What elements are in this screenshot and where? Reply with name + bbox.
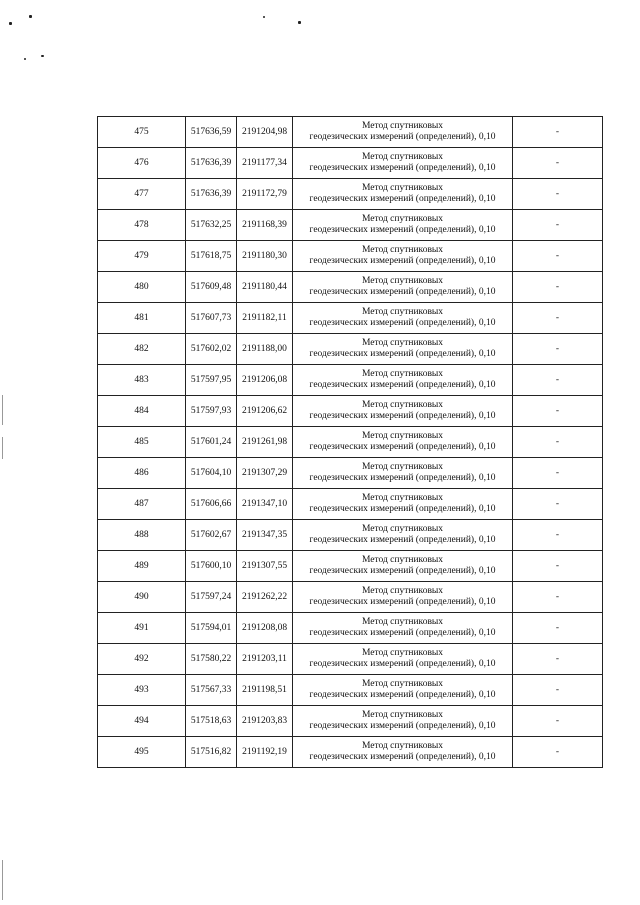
- table-row: [98, 148, 603, 179]
- x-coordinate-cell: [186, 303, 237, 334]
- x-coordinate: 517606,66: [190, 498, 232, 509]
- y-coordinate-cell: [237, 179, 293, 210]
- x-coordinate-cell: [186, 179, 237, 210]
- description-value: -: [555, 188, 560, 199]
- y-coordinate: 2191206,08: [241, 374, 288, 385]
- scan-speck: [29, 15, 32, 18]
- description-value: -: [555, 591, 560, 602]
- y-coordinate-cell: [237, 303, 293, 334]
- table-row: [98, 737, 603, 768]
- description-cell: [513, 117, 603, 148]
- scan-speck: [9, 22, 12, 25]
- x-coordinate-cell: [186, 210, 237, 241]
- point-number-cell: [98, 334, 186, 365]
- y-coordinate: 2191203,83: [241, 715, 288, 726]
- point-number-cell: [98, 365, 186, 396]
- description-value: -: [555, 715, 560, 726]
- y-coordinate: 2191180,44: [242, 281, 287, 292]
- method-line-2: геодезических измерений (определений), 0,10: [309, 690, 496, 700]
- x-coordinate-cell: [186, 489, 237, 520]
- method-line-1: Метод спутниковых: [361, 617, 444, 627]
- scan-speck: [41, 55, 44, 57]
- method-cell: [293, 241, 513, 272]
- point-number: 489: [134, 560, 149, 571]
- y-coordinate-cell: [237, 737, 293, 768]
- method-line-1: Метод спутниковых: [361, 369, 444, 379]
- x-coordinate: 517607,73: [190, 312, 232, 323]
- point-number: 494: [134, 715, 149, 726]
- description-value: -: [555, 126, 560, 137]
- method-cell: [293, 644, 513, 675]
- scan-speck: [24, 58, 26, 60]
- point-number: 475: [134, 126, 149, 137]
- x-coordinate: 517580,22: [190, 653, 232, 664]
- method-line-2: геодезических измерений (определений), 0,10: [309, 597, 496, 607]
- method-cell: [293, 179, 513, 210]
- description-value: -: [555, 312, 560, 323]
- y-coordinate-cell: [237, 365, 293, 396]
- scan-speck: [263, 16, 265, 18]
- table-row: [98, 303, 603, 334]
- description-cell: [513, 272, 603, 303]
- method-line-2: геодезических измерений (определений), 0,10: [309, 287, 496, 297]
- y-coordinate: 2191261,98: [241, 436, 288, 447]
- method-cell: [293, 737, 513, 768]
- description-cell: [513, 737, 603, 768]
- point-number: 491: [134, 622, 149, 633]
- method-line-2: геодезических измерений (определений), 0,10: [309, 721, 496, 731]
- point-number-cell: [98, 241, 186, 272]
- x-coordinate-cell: [186, 520, 237, 551]
- description-cell: [513, 148, 603, 179]
- coordinates-table-body: [98, 117, 603, 768]
- y-coordinate-cell: [237, 117, 293, 148]
- point-number-cell: [98, 458, 186, 489]
- description-value: -: [555, 653, 560, 664]
- y-coordinate: 2191208,08: [241, 622, 288, 633]
- y-coordinate: 2191177,34: [242, 157, 287, 168]
- x-coordinate: 517567,33: [190, 684, 232, 695]
- method-line-2: геодезических измерений (определений), 0,10: [309, 318, 496, 328]
- table-row: [98, 644, 603, 675]
- table-row: [98, 365, 603, 396]
- table-row: [98, 396, 603, 427]
- y-coordinate-cell: [237, 613, 293, 644]
- method-line-2: геодезических измерений (определений), 0,10: [309, 442, 496, 452]
- table-row: [98, 334, 603, 365]
- x-coordinate-cell: [186, 582, 237, 613]
- method-cell: [293, 489, 513, 520]
- method-line-2: геодезических измерений (определений), 0,10: [309, 752, 496, 762]
- point-number: 485: [134, 436, 149, 447]
- method-line-2: геодезических измерений (определений), 0,10: [309, 349, 496, 359]
- point-number: 487: [134, 498, 149, 509]
- method-line-2: геодезических измерений (определений), 0,10: [309, 225, 496, 235]
- point-number: 481: [134, 312, 149, 323]
- point-number: 479: [134, 250, 149, 261]
- point-number-cell: [98, 272, 186, 303]
- y-coordinate-cell: [237, 551, 293, 582]
- description-value: -: [555, 157, 560, 168]
- x-coordinate-cell: [186, 458, 237, 489]
- method-line-2: геодезических измерений (определений), 0,10: [309, 411, 496, 421]
- y-coordinate: 2191204,98: [241, 126, 288, 137]
- page-edge-mark: [2, 395, 3, 425]
- page-edge-mark: [2, 860, 3, 900]
- y-coordinate: 2191206,62: [241, 405, 288, 416]
- point-number: 478: [134, 219, 149, 230]
- x-coordinate: 517597,95: [190, 374, 232, 385]
- method-cell: [293, 148, 513, 179]
- description-value: -: [555, 405, 560, 416]
- x-coordinate: 517618,75: [190, 250, 232, 261]
- x-coordinate-cell: [186, 365, 237, 396]
- description-cell: [513, 241, 603, 272]
- description-cell: [513, 582, 603, 613]
- description-value: -: [555, 436, 560, 447]
- table-row: [98, 582, 603, 613]
- point-number-cell: [98, 148, 186, 179]
- method-line-1: Метод спутниковых: [361, 493, 444, 503]
- method-line-1: Метод спутниковых: [361, 462, 444, 472]
- description-cell: [513, 427, 603, 458]
- y-coordinate-cell: [237, 675, 293, 706]
- description-value: -: [555, 746, 560, 757]
- y-coordinate: 2191203,11: [242, 653, 287, 664]
- x-coordinate: 517636,39: [190, 157, 232, 168]
- description-cell: [513, 551, 603, 582]
- method-line-2: геодезических измерений (определений), 0,10: [309, 659, 496, 669]
- y-coordinate: 2191307,29: [241, 467, 288, 478]
- method-cell: [293, 675, 513, 706]
- point-number: 492: [134, 653, 149, 664]
- method-line-2: геодезических измерений (определений), 0,10: [309, 380, 496, 390]
- y-coordinate: 2191198,51: [242, 684, 287, 695]
- point-number-cell: [98, 706, 186, 737]
- method-line-1: Метод спутниковых: [361, 152, 444, 162]
- y-coordinate-cell: [237, 241, 293, 272]
- method-cell: [293, 458, 513, 489]
- point-number-cell: [98, 210, 186, 241]
- point-number: 484: [134, 405, 149, 416]
- y-coordinate: 2191180,30: [242, 250, 287, 261]
- x-coordinate-cell: [186, 551, 237, 582]
- method-cell: [293, 613, 513, 644]
- scan-speck: [298, 21, 301, 24]
- point-number-cell: [98, 396, 186, 427]
- method-line-2: геодезических измерений (определений), 0,10: [309, 535, 496, 545]
- y-coordinate-cell: [237, 582, 293, 613]
- method-line-1: Метод спутниковых: [361, 555, 444, 565]
- x-coordinate-cell: [186, 272, 237, 303]
- description-value: -: [555, 498, 560, 509]
- table-row: [98, 179, 603, 210]
- method-line-2: геодезических измерений (определений), 0,10: [309, 473, 496, 483]
- table-row: [98, 675, 603, 706]
- description-value: -: [555, 343, 560, 354]
- point-number: 477: [134, 188, 149, 199]
- description-cell: [513, 179, 603, 210]
- method-cell: [293, 706, 513, 737]
- method-cell: [293, 396, 513, 427]
- table-row: [98, 551, 603, 582]
- x-coordinate-cell: [186, 396, 237, 427]
- y-coordinate: 2191188,00: [242, 343, 287, 354]
- method-line-1: Метод спутниковых: [361, 679, 444, 689]
- y-coordinate: 2191168,39: [242, 219, 287, 230]
- description-cell: [513, 458, 603, 489]
- point-number-cell: [98, 303, 186, 334]
- method-line-1: Метод спутниковых: [361, 121, 444, 131]
- description-value: -: [555, 281, 560, 292]
- x-coordinate-cell: [186, 737, 237, 768]
- x-coordinate: 517600,10: [190, 560, 232, 571]
- description-value: -: [555, 250, 560, 261]
- method-cell: [293, 210, 513, 241]
- x-coordinate: 517597,24: [190, 591, 232, 602]
- description-value: -: [555, 622, 560, 633]
- page-edge-mark: [2, 437, 3, 459]
- x-coordinate: 517516,82: [190, 746, 232, 757]
- method-line-1: Метод спутниковых: [361, 214, 444, 224]
- method-line-1: Метод спутниковых: [361, 524, 444, 534]
- method-line-1: Метод спутниковых: [361, 586, 444, 596]
- y-coordinate-cell: [237, 489, 293, 520]
- x-coordinate-cell: [186, 675, 237, 706]
- method-line-1: Метод спутниковых: [361, 400, 444, 410]
- table-row: [98, 272, 603, 303]
- point-number: 490: [134, 591, 149, 602]
- point-number-cell: [98, 520, 186, 551]
- method-line-1: Метод спутниковых: [361, 741, 444, 751]
- point-number-cell: [98, 179, 186, 210]
- y-coordinate-cell: [237, 210, 293, 241]
- description-cell: [513, 396, 603, 427]
- method-line-1: Метод спутниковых: [361, 276, 444, 286]
- coordinates-table: [97, 116, 603, 768]
- point-number-cell: [98, 675, 186, 706]
- method-line-1: Метод спутниковых: [361, 338, 444, 348]
- x-coordinate-cell: [186, 613, 237, 644]
- description-value: -: [555, 219, 560, 230]
- x-coordinate-cell: [186, 241, 237, 272]
- table-row: [98, 613, 603, 644]
- point-number-cell: [98, 551, 186, 582]
- point-number: 480: [134, 281, 149, 292]
- y-coordinate-cell: [237, 148, 293, 179]
- description-cell: [513, 210, 603, 241]
- y-coordinate-cell: [237, 458, 293, 489]
- method-cell: [293, 334, 513, 365]
- point-number-cell: [98, 737, 186, 768]
- point-number: 476: [134, 157, 149, 168]
- x-coordinate: 517604,10: [190, 467, 232, 478]
- y-coordinate-cell: [237, 520, 293, 551]
- x-coordinate: 517632,25: [190, 219, 232, 230]
- description-value: -: [555, 560, 560, 571]
- description-cell: [513, 613, 603, 644]
- description-cell: [513, 706, 603, 737]
- point-number-cell: [98, 644, 186, 675]
- method-line-1: Метод спутниковых: [361, 431, 444, 441]
- table-row: [98, 706, 603, 737]
- y-coordinate: 2191262,22: [241, 591, 288, 602]
- x-coordinate-cell: [186, 644, 237, 675]
- x-coordinate: 517602,67: [190, 529, 232, 540]
- description-cell: [513, 489, 603, 520]
- x-coordinate-cell: [186, 148, 237, 179]
- y-coordinate: 2191347,10: [241, 498, 288, 509]
- description-cell: [513, 644, 603, 675]
- x-coordinate-cell: [186, 334, 237, 365]
- method-line-1: Метод спутниковых: [361, 307, 444, 317]
- y-coordinate: 2191182,11: [242, 312, 287, 323]
- point-number: 483: [134, 374, 149, 385]
- y-coordinate-cell: [237, 706, 293, 737]
- method-cell: [293, 117, 513, 148]
- method-line-2: геодезических измерений (определений), 0,10: [309, 132, 496, 142]
- point-number: 493: [134, 684, 149, 695]
- y-coordinate: 2191307,55: [241, 560, 288, 571]
- x-coordinate: 517636,39: [190, 188, 232, 199]
- method-line-2: геодезических измерений (определений), 0,10: [309, 566, 496, 576]
- method-line-2: геодезических измерений (определений), 0,10: [309, 256, 496, 266]
- table-row: [98, 117, 603, 148]
- y-coordinate: 2191172,79: [242, 188, 287, 199]
- table-row: [98, 427, 603, 458]
- table-row: [98, 489, 603, 520]
- description-value: -: [555, 374, 560, 385]
- description-cell: [513, 334, 603, 365]
- point-number: 482: [134, 343, 149, 354]
- method-line-2: геодезических измерений (определений), 0,10: [309, 194, 496, 204]
- table-row: [98, 210, 603, 241]
- y-coordinate-cell: [237, 396, 293, 427]
- method-line-1: Метод спутниковых: [361, 183, 444, 193]
- x-coordinate: 517518,63: [190, 715, 232, 726]
- x-coordinate: 517636,59: [190, 126, 232, 137]
- description-value: -: [555, 684, 560, 695]
- point-number: 495: [134, 746, 149, 757]
- method-cell: [293, 272, 513, 303]
- table-row: [98, 458, 603, 489]
- method-line-1: Метод спутниковых: [361, 245, 444, 255]
- y-coordinate-cell: [237, 644, 293, 675]
- method-line-2: геодезических измерений (определений), 0,10: [309, 163, 496, 173]
- method-line-1: Метод спутниковых: [361, 648, 444, 658]
- description-value: -: [555, 467, 560, 478]
- point-number-cell: [98, 582, 186, 613]
- x-coordinate: 517594,01: [190, 622, 232, 633]
- x-coordinate: 517601,24: [190, 436, 232, 447]
- y-coordinate-cell: [237, 427, 293, 458]
- point-number-cell: [98, 427, 186, 458]
- point-number: 486: [134, 467, 149, 478]
- description-cell: [513, 365, 603, 396]
- point-number-cell: [98, 613, 186, 644]
- x-coordinate-cell: [186, 117, 237, 148]
- description-cell: [513, 520, 603, 551]
- y-coordinate: 2191347,35: [241, 529, 288, 540]
- description-value: -: [555, 529, 560, 540]
- method-cell: [293, 365, 513, 396]
- x-coordinate: 517597,93: [190, 405, 232, 416]
- method-line-2: геодезических измерений (определений), 0,10: [309, 504, 496, 514]
- y-coordinate-cell: [237, 334, 293, 365]
- method-cell: [293, 520, 513, 551]
- x-coordinate: 517602,02: [190, 343, 232, 354]
- method-cell: [293, 427, 513, 458]
- description-cell: [513, 303, 603, 334]
- x-coordinate-cell: [186, 706, 237, 737]
- point-number-cell: [98, 117, 186, 148]
- method-line-1: Метод спутниковых: [361, 710, 444, 720]
- table-row: [98, 520, 603, 551]
- description-cell: [513, 675, 603, 706]
- method-cell: [293, 582, 513, 613]
- point-number-cell: [98, 489, 186, 520]
- point-number: 488: [134, 529, 149, 540]
- y-coordinate: 2191192,19: [242, 746, 287, 757]
- method-line-2: геодезических измерений (определений), 0,10: [309, 628, 496, 638]
- y-coordinate-cell: [237, 272, 293, 303]
- method-cell: [293, 303, 513, 334]
- method-cell: [293, 551, 513, 582]
- x-coordinate-cell: [186, 427, 237, 458]
- x-coordinate: 517609,48: [190, 281, 232, 292]
- table-row: [98, 241, 603, 272]
